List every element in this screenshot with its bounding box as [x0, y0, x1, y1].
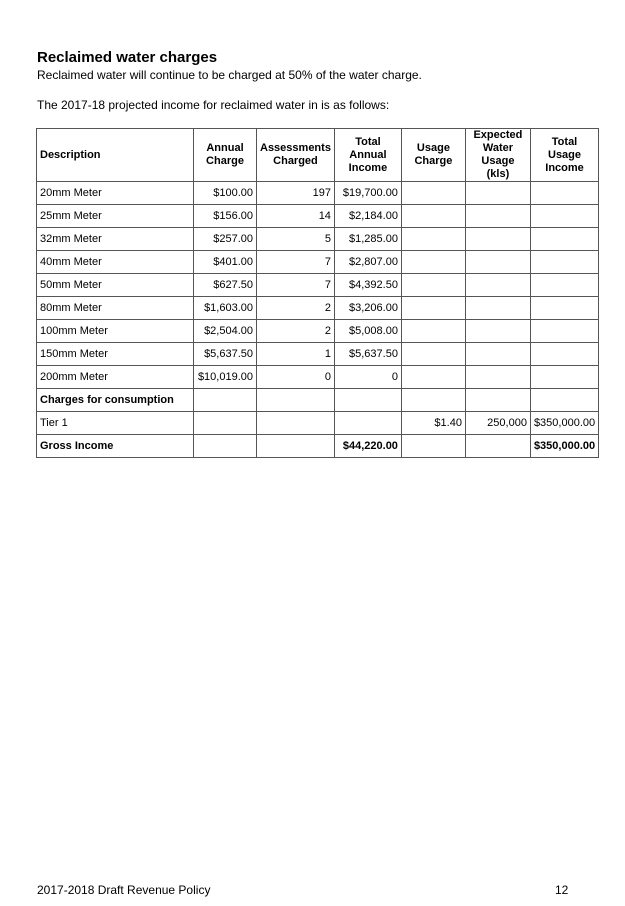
header-total-usage-income: Total Usage Income — [530, 129, 598, 182]
cell-usage-charge — [401, 366, 465, 389]
cell-usage-charge: $1.40 — [401, 412, 465, 435]
cell-total-usage-income: $350,000.00 — [530, 435, 598, 458]
cell-expected-usage — [465, 297, 530, 320]
cell-total-usage-income — [530, 182, 598, 205]
cell-usage-charge — [401, 389, 465, 412]
cell-assessments: 5 — [257, 228, 335, 251]
footer-document-title: 2017-2018 Draft Revenue Policy — [37, 883, 211, 897]
cell-total-annual-income — [334, 389, 401, 412]
table-row — [37, 297, 599, 320]
cell-description: 40mm Meter — [37, 251, 194, 274]
cell-total-usage-income: $350,000.00 — [530, 412, 598, 435]
cell-description: 32mm Meter — [37, 228, 194, 251]
cell-total-usage-income — [530, 343, 598, 366]
cell-total-usage-income — [530, 389, 598, 412]
header-usage-charge: Usage Charge — [401, 129, 465, 182]
cell-total-usage-income — [530, 274, 598, 297]
cell-description: Gross Income — [37, 435, 194, 458]
footer-page-number: 12 — [555, 883, 569, 897]
header-annual-charge: Annual Charge — [194, 129, 257, 182]
reclaimed-water-table — [36, 128, 599, 458]
cell-description: 80mm Meter — [37, 297, 194, 320]
cell-annual-charge: $401.00 — [194, 251, 257, 274]
cell-total-annual-income: $4,392.50 — [334, 274, 401, 297]
cell-usage-charge — [401, 297, 465, 320]
cell-assessments: 197 — [257, 182, 335, 205]
table-row — [37, 343, 599, 366]
cell-expected-usage — [465, 320, 530, 343]
cell-description: Charges for consumption — [37, 389, 194, 412]
cell-annual-charge: $1,603.00 — [194, 297, 257, 320]
cell-total-usage-income — [530, 297, 598, 320]
table-row — [37, 366, 599, 389]
cell-annual-charge — [194, 389, 257, 412]
cell-annual-charge: $10,019.00 — [194, 366, 257, 389]
cell-assessments: 7 — [257, 274, 335, 297]
cell-description: 20mm Meter — [37, 182, 194, 205]
cell-usage-charge — [401, 228, 465, 251]
cell-annual-charge: $5,637.50 — [194, 343, 257, 366]
table-row — [37, 320, 599, 343]
cell-total-annual-income: $3,206.00 — [334, 297, 401, 320]
cell-total-usage-income — [530, 320, 598, 343]
header-description: Description — [37, 129, 194, 182]
cell-usage-charge — [401, 251, 465, 274]
cell-usage-charge — [401, 182, 465, 205]
cell-total-usage-income — [530, 366, 598, 389]
cell-assessments: 2 — [257, 320, 335, 343]
header-assessments-charged: Assessments Charged — [257, 129, 335, 182]
cell-description: Tier 1 — [37, 412, 194, 435]
cell-expected-usage — [465, 274, 530, 297]
cell-usage-charge — [401, 435, 465, 458]
cell-annual-charge — [194, 412, 257, 435]
cell-assessments: 1 — [257, 343, 335, 366]
projection-text: The 2017-18 projected income for reclaimed water in is as follows: — [37, 98, 390, 112]
cell-assessments: 7 — [257, 251, 335, 274]
table-row — [37, 412, 599, 435]
table-row — [37, 205, 599, 228]
table-row — [37, 274, 599, 297]
intro-text: Reclaimed water will continue to be charged at 50% of the water charge. — [37, 68, 422, 82]
cell-assessments: 14 — [257, 205, 335, 228]
cell-annual-charge: $156.00 — [194, 205, 257, 228]
cell-total-annual-income: $19,700.00 — [334, 182, 401, 205]
cell-annual-charge: $100.00 — [194, 182, 257, 205]
section-title: Reclaimed water charges — [37, 49, 218, 66]
cell-annual-charge: $627.50 — [194, 274, 257, 297]
cell-total-usage-income — [530, 251, 598, 274]
cell-expected-usage — [465, 435, 530, 458]
cell-total-annual-income: $2,184.00 — [334, 205, 401, 228]
cell-total-annual-income: 0 — [334, 366, 401, 389]
cell-annual-charge — [194, 435, 257, 458]
cell-expected-usage — [465, 343, 530, 366]
cell-expected-usage — [465, 182, 530, 205]
cell-total-usage-income — [530, 228, 598, 251]
cell-usage-charge — [401, 320, 465, 343]
cell-total-annual-income: $44,220.00 — [334, 435, 401, 458]
cell-assessments — [257, 389, 335, 412]
table-header-row — [37, 129, 599, 182]
cell-usage-charge — [401, 343, 465, 366]
table-row-consumption-heading — [37, 389, 599, 412]
cell-description: 100mm Meter — [37, 320, 194, 343]
cell-total-annual-income: $1,285.00 — [334, 228, 401, 251]
cell-usage-charge — [401, 205, 465, 228]
cell-annual-charge: $2,504.00 — [194, 320, 257, 343]
cell-total-annual-income: $2,807.00 — [334, 251, 401, 274]
cell-description: 200mm Meter — [37, 366, 194, 389]
cell-expected-usage — [465, 366, 530, 389]
cell-expected-usage — [465, 228, 530, 251]
cell-total-annual-income: $5,637.50 — [334, 343, 401, 366]
cell-description: 50mm Meter — [37, 274, 194, 297]
header-total-annual-income: Total Annual Income — [334, 129, 401, 182]
cell-expected-usage — [465, 205, 530, 228]
cell-total-usage-income — [530, 205, 598, 228]
cell-total-annual-income — [334, 412, 401, 435]
cell-total-annual-income: $5,008.00 — [334, 320, 401, 343]
cell-expected-usage — [465, 389, 530, 412]
cell-annual-charge: $257.00 — [194, 228, 257, 251]
table-row — [37, 228, 599, 251]
table-row — [37, 251, 599, 274]
cell-expected-usage — [465, 251, 530, 274]
cell-assessments: 0 — [257, 366, 335, 389]
cell-assessments — [257, 412, 335, 435]
cell-expected-usage: 250,000 — [465, 412, 530, 435]
cell-description: 25mm Meter — [37, 205, 194, 228]
cell-description: 150mm Meter — [37, 343, 194, 366]
table-row — [37, 182, 599, 205]
cell-usage-charge — [401, 274, 465, 297]
cell-assessments: 2 — [257, 297, 335, 320]
table-row-gross-income — [37, 435, 599, 458]
header-expected-water-usage: Expected Water Usage (kls) — [465, 129, 530, 182]
cell-assessments — [257, 435, 335, 458]
